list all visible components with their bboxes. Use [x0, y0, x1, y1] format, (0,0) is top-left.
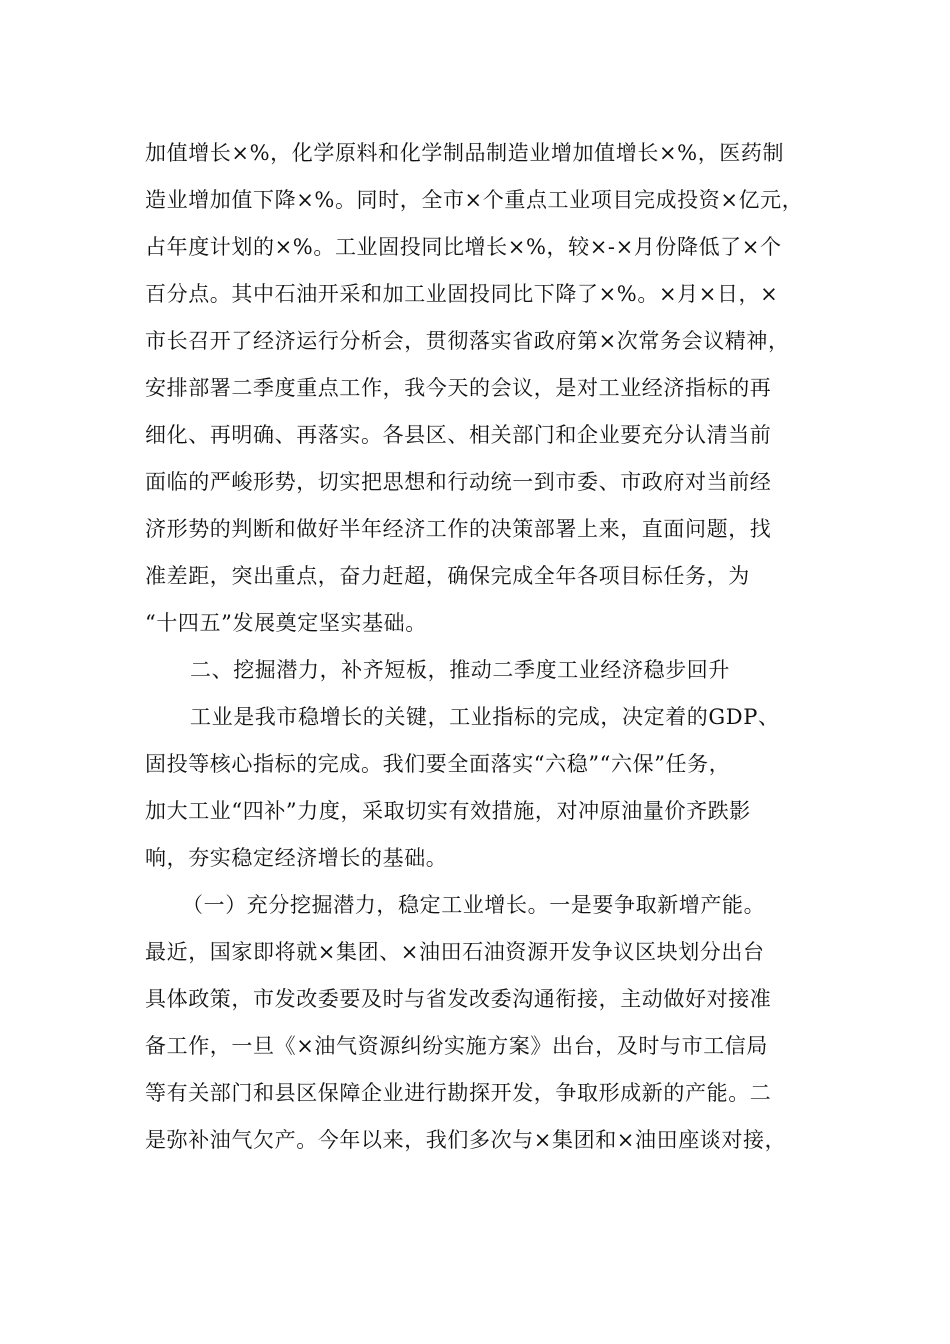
text-line: 备工作，一旦《×油气资源纠纷实施方案》出台，及时与市工信局 — [145, 1034, 768, 1058]
text-line: 市长召开了经济运行分析会，贯彻落实省政府第×次常务会议精神， — [145, 329, 790, 353]
text-line: 固投等核心指标的完成。我们要全面落实“六稳”“六保”任务， — [145, 752, 731, 776]
text-line: 细化、再明确、再落实。各县区、相关部门和企业要充分认清当前 — [145, 423, 772, 447]
text-line: 占年度计划的×%。工业固投同比增长×%，较×-×月份降低了×个 — [145, 235, 782, 259]
text-line: “十四五”发展奠定坚实基础。 — [145, 611, 427, 635]
paragraph-first-line: 工业是我市稳增长的关键，工业指标的完成，决定着的GDP、 — [190, 705, 780, 729]
text-line: 造业增加值下降×%。同时，全市×个重点工业项目完成投资×亿元， — [145, 188, 804, 212]
section-heading: 二、挖掘潜力，补齐短板，推动二季度工业经济稳步回升 — [190, 658, 730, 682]
text-line: 加大工业“四补”力度，采取切实有效措施，对冲原油量价齐跌影 — [145, 799, 751, 823]
text-line: 最近，国家即将就×集团、×油田石油资源开发争议区块划分出台 — [145, 940, 765, 964]
text-line: 等有关部门和县区保障企业进行勘探开发，争取形成新的产能。二 — [145, 1081, 772, 1105]
text-line: 具体政策，市发改委要及时与省发改委沟通衔接，主动做好对接准 — [145, 987, 772, 1011]
text-line: 济形势的判断和做好半年经济工作的决策部署上来，直面问题，找 — [145, 517, 772, 541]
text-line: 是弥补油气欠产。今年以来，我们多次与×集团和×油田座谈对接， — [145, 1128, 787, 1152]
text-line: 百分点。其中石油开采和加工业固投同比下降了×%。×月×日，× — [145, 282, 779, 306]
text-line: 安排部署二季度重点工作，我今天的会议，是对工业经济指标的再 — [145, 376, 772, 400]
text-line: 准差距，突出重点，奋力赶超，确保完成全年各项目标任务，为 — [145, 564, 750, 588]
text-line: 响，夯实稳定经济增长的基础。 — [145, 846, 448, 870]
text-line: 面临的严峻形势，切实把思想和行动统一到市委、市政府对当前经 — [145, 470, 772, 494]
subsection-first-line: （一）充分挖掘潜力，稳定工业增长。一是要争取新增产能。 — [182, 893, 766, 917]
document-body — [145, 130, 825, 1164]
text-line: 加值增长×%，化学原料和化学制品制造业增加值增长×%，医药制 — [145, 141, 785, 165]
